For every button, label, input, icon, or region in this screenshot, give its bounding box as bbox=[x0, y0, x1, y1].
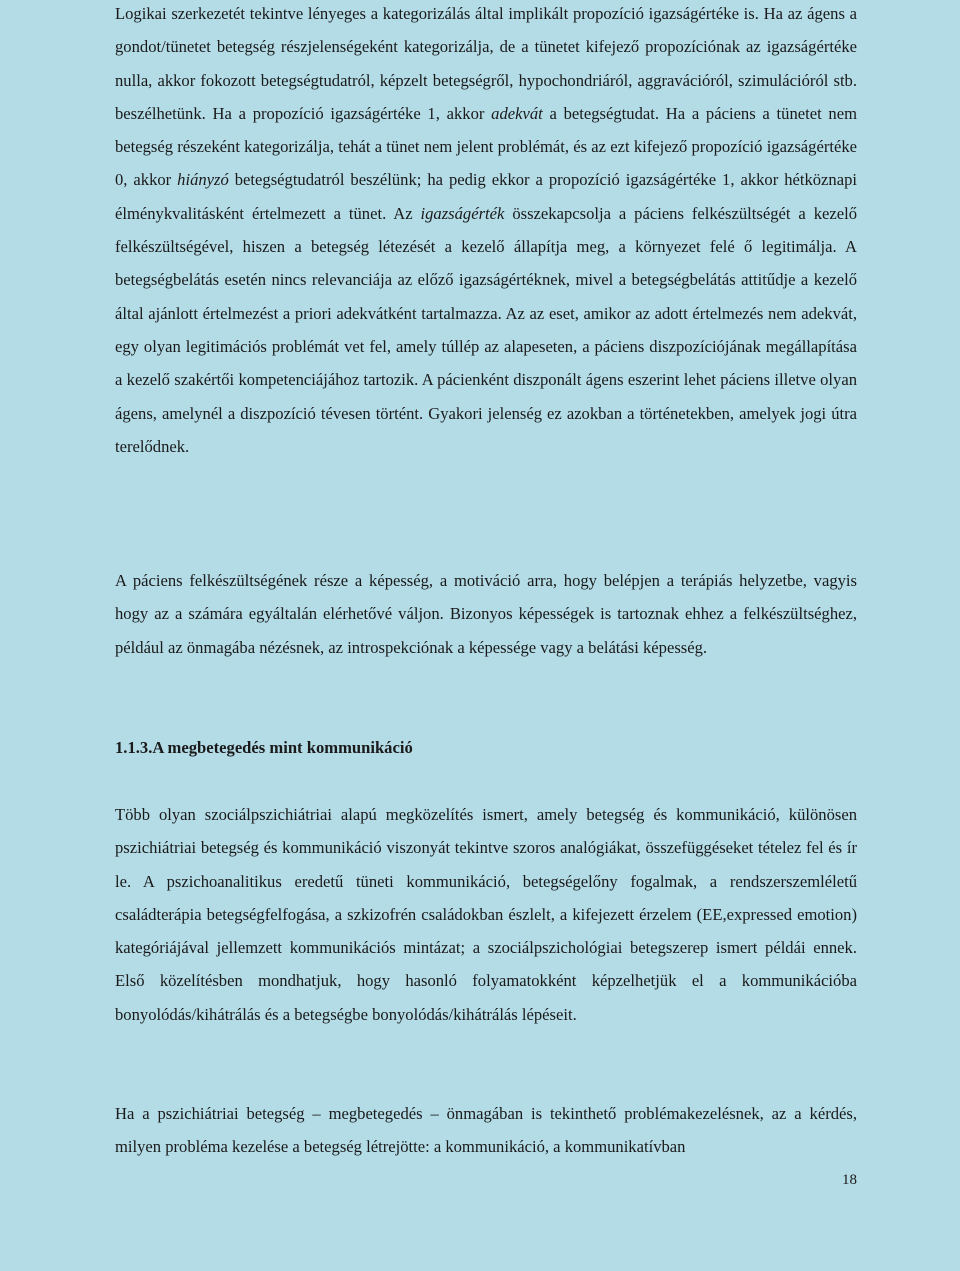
emphasis-hianyzo: hiányzó bbox=[177, 170, 229, 190]
paragraph-social-psychiatry: Több olyan szociálpszichiátriai alapú megközelítés ismert, amely betegség és kommunikáció, különösen pszichiátriai betegség és kommunikáció viszonyát tekintve szoros analógiákat, összefüggéseket tételez fel és ír le. A pszichoanalitikus eredetű tüneti kommunikáció, betegségelőny fogalmak, a rendszerszemléletű családterápia betegségfelfogása, a szkizofrén családokban észlelt, a kifejezett érzelem (EE,expressed emotion) kategóriájával jellemzett kommunikációs mintázat; a szociálpszichológiai betegszerep ismert példái ennek. Első közelítésben mondhatjuk, hogy hasonló folyamatokként képzelhetjük el a kommunikációba bonyolódás/kihátrálás és a betegségbe bonyolódás/kihátrálás lépéseit. bbox=[115, 805, 857, 1024]
section-heading: 1.1.3.A megbetegedés mint kommunikáció bbox=[115, 738, 413, 757]
para1-text-3: betegségtudatról beszélünk; ha pedig ekkor a propozíció igazságértéke 1, akkor hétköznapi élménykvalitásként értelmezett a tünet. Az bbox=[115, 170, 857, 223]
page-number: 18 bbox=[842, 1172, 857, 1188]
emphasis-igazsagertek: igazságérték bbox=[420, 203, 505, 223]
para1-text-1: Logikai szerkezetét tekintve lényeges a kategorizálás által implikált propozíció igazságértéke is. Ha az ágens a gondot/tünetet betegség részjelenségeként kategorizálja, de a tünetet kifejező propozíciónak az igazságértéke nulla, akkor fokozott betegségtudatról, képzelt betegségről, hypochondriáról, aggravációról, szimulációról stb. beszélhetünk. Ha a propozíció igazságértéke 1, akkor bbox=[115, 4, 857, 123]
paragraph-truth-value bbox=[115, 0, 857, 463]
paragraph-patient-readiness: A páciens felkészültségének része a képesség, a motiváció arra, hogy belépjen a terápiás helyzetbe, vagyis hogy az a számára egyáltalán elérhetővé váljon. Bizonyos képességek is tartoznak ehhez a felkészültséghez, például az önmagába nézésnek, az introspekciónak a képessége vagy a belátási képesség. bbox=[115, 571, 857, 657]
para1-text-4: összekapcsolja a páciens felkészültségét a kezelő felkészültségével, hiszen a betegség létezését a kezelő állapítja meg, a környezet felé ő legitimálja. A betegségbelátás esetén nincs relevanciája az előző igazságértéknek, mivel a betegségbelátás attitűdje a kezelő által ajánlott értelmezést a priori adekvátként tartalmazza. Az az eset, amikor az adott értelmezés nem adekvát, egy olyan legitimációs problémát vet fel, amely túllép az alapeseten, a páciens diszpozíciójának megállapítása a kezelő szakértői kompetenciájához tartozik. A pácienként diszponált ágens eszerint lehet páciens illetve olyan ágens, amelynél a diszpozíció tévesen történt. Gyakori jelenség ez azokban a történetekben, amelyek jogi útra terelődnek. bbox=[115, 203, 857, 456]
para1-text-2: a betegségtudat. Ha a páciens a tünetet nem betegség részeként kategorizálja, tehát a tünet nem jelent problémát, és az ezt kifejező propozíció igazságértéke 0, akkor bbox=[115, 103, 858, 190]
emphasis-adekvat: adekvát bbox=[491, 103, 543, 123]
paragraph-problem-handling: Ha a pszichiátriai betegség – megbetegedés – önmagában is tekinthető problémakezelésnek, az a kérdés, milyen probléma kezelése a betegség létrejötte: a kommunikáció, a kommunikatívban bbox=[115, 1104, 857, 1157]
